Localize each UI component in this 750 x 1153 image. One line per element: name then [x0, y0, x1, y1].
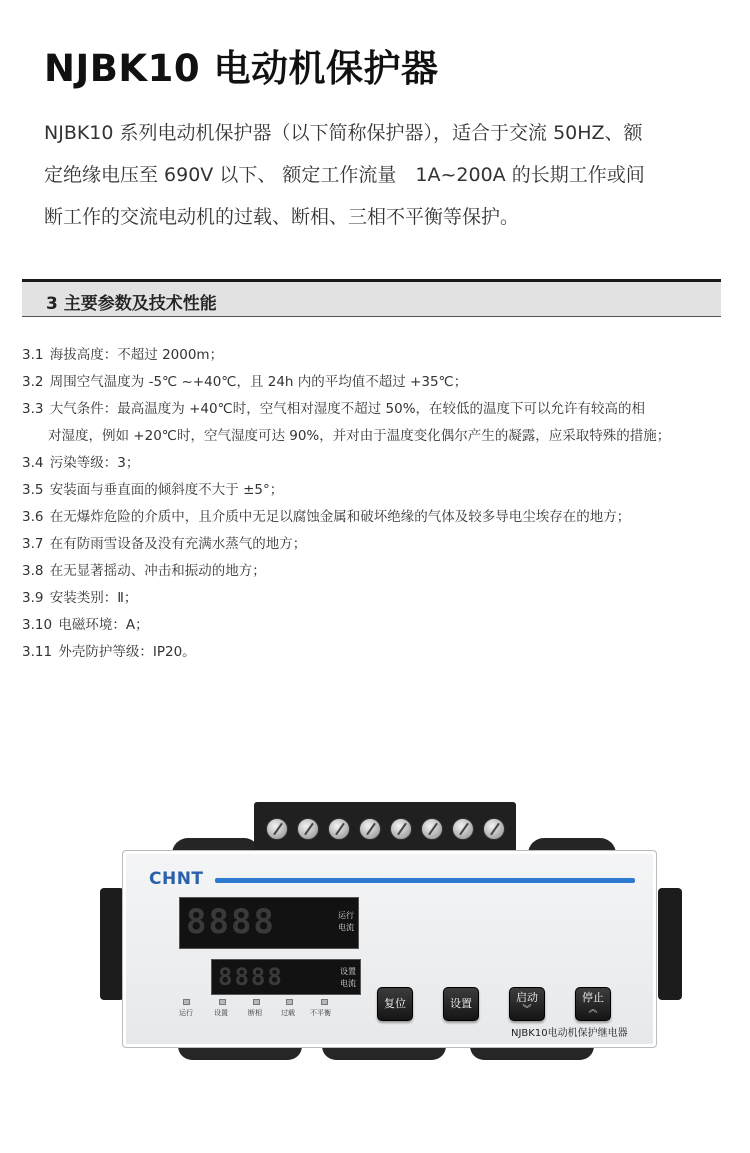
spec-text: 安装类别：Ⅱ；: [49, 590, 138, 606]
screw-terminal-icon: [328, 818, 350, 840]
spec-item: [22, 612, 727, 639]
spec-text: 在有防雨雪设备及没有充满水蒸气的地方；: [49, 536, 307, 552]
spec-number: 3.4: [22, 455, 44, 471]
section-header: [22, 279, 721, 317]
stop-label: 停止: [582, 991, 604, 1004]
intro-line: NJBK10 系列电动机保护器（以下简称保护器），适合于交流 50HZ、额: [44, 122, 643, 144]
spec-item: [22, 531, 727, 558]
display-label: 设置 电流: [340, 967, 356, 988]
spec-text: 在无显著摇动、冲击和振动的地方；: [49, 563, 266, 579]
led-label: 断相: [248, 1009, 262, 1017]
setting-current-display: [211, 959, 361, 995]
spec-item: [22, 477, 727, 504]
intro-line: 断工作的交流电动机的过载、断相、三相不平衡等保护。: [44, 206, 520, 228]
spec-item: [22, 450, 727, 477]
spec-text: 安装面与垂直面的倾斜度不大于 ±5°；: [49, 482, 284, 498]
spec-number: 3.10: [22, 617, 53, 633]
brand-logo: CHNT: [149, 869, 204, 889]
spec-text: 在无爆炸危险的介质中，且介质中无足以腐蚀金属和破坏绝缘的气体及较多导电尘埃存在的地方；: [49, 509, 631, 525]
mount-foot: [178, 1046, 302, 1060]
spec-item: [22, 342, 727, 369]
spec-number: 3.3: [22, 401, 44, 417]
screw-terminal-icon: [421, 818, 443, 840]
running-current-display: [179, 897, 359, 949]
led-phase-loss-icon: [253, 999, 260, 1005]
set-button[interactable]: 设置: [443, 987, 479, 1021]
page-title: NJBK10 电动机保护器: [44, 47, 439, 90]
spec-number: 3.9: [22, 590, 44, 606]
spec-item: [22, 639, 727, 666]
din-rail-left: [100, 888, 124, 1000]
spec-number: 3.6: [22, 509, 44, 525]
spec-number: 3.8: [22, 563, 44, 579]
spec-number: 3.7: [22, 536, 44, 552]
spec-text: 大气条件：最高温度为 +40℃时，空气相对湿度不超过 50%，在较低的温度下可以允许有较高的相: [49, 401, 646, 417]
chevron-down-icon: ︾: [522, 1005, 532, 1015]
spec-item: [22, 369, 727, 396]
spec-item: [22, 585, 727, 612]
start-label: 启动: [516, 991, 538, 1004]
spec-text: 外壳防护等级：IP20。: [58, 644, 196, 660]
display-digits: 8888: [218, 963, 284, 991]
display-digits: 8888: [186, 902, 276, 942]
led-unbalance-icon: [321, 999, 328, 1005]
spec-text: 污染等级：3；: [49, 455, 140, 471]
spec-list: [22, 342, 727, 666]
spec-item: [22, 396, 727, 423]
display-label: 运行 电流: [338, 911, 354, 932]
spec-item-continuation: [22, 423, 727, 450]
front-panel: [122, 850, 657, 1048]
led-label: 过载: [281, 1009, 295, 1017]
intro-line: 定绝缘电压至 690V 以下、 额定工作流量 1A~200A 的长期工作或间: [44, 164, 645, 186]
reset-button[interactable]: 复位: [377, 987, 413, 1021]
screw-terminal-icon: [297, 818, 319, 840]
spec-text: 对湿度，例如 +20℃时，空气湿度可达 90%，并对由于温度变化偶尔产生的凝露，应采取特殊的措施；: [48, 428, 671, 444]
spec-text: 海拔高度：不超过 2000m；: [49, 347, 224, 363]
spec-number: 3.1: [22, 347, 44, 363]
spec-text: 周围空气温度为 -5℃ ~+40℃，且 24h 内的平均值不超过 +35℃；: [49, 374, 468, 390]
start-button[interactable]: [509, 987, 545, 1021]
screw-terminal-icon: [452, 818, 474, 840]
led-overload-icon: [286, 999, 293, 1005]
led-label: 运行: [179, 1009, 193, 1017]
product-photo: [96, 798, 686, 1068]
din-rail-right: [658, 888, 682, 1000]
led-run-icon: [183, 999, 190, 1005]
spec-text: 电磁环境：A；: [58, 617, 149, 633]
stop-button[interactable]: [575, 987, 611, 1021]
screw-terminal-icon: [266, 818, 288, 840]
led-set-icon: [219, 999, 226, 1005]
section-heading: 3 主要参数及技术性能: [46, 294, 217, 314]
spec-item: [22, 504, 727, 531]
mount-foot: [322, 1046, 446, 1060]
model-label: NJBK10电动机保护继电器: [511, 1028, 628, 1039]
spec-number: 3.2: [22, 374, 44, 390]
spec-number: 3.11: [22, 644, 53, 660]
led-label: 设置: [214, 1009, 228, 1017]
chevron-up-icon: ︽: [588, 1005, 598, 1015]
screw-terminal-icon: [359, 818, 381, 840]
accent-line: [215, 878, 635, 883]
led-label: 不平衡: [310, 1009, 331, 1017]
mount-foot: [470, 1046, 594, 1060]
spec-item: [22, 558, 727, 585]
screw-terminal-icon: [390, 818, 412, 840]
intro-paragraph: [44, 112, 724, 238]
spec-number: 3.5: [22, 482, 44, 498]
screw-terminal-icon: [483, 818, 505, 840]
